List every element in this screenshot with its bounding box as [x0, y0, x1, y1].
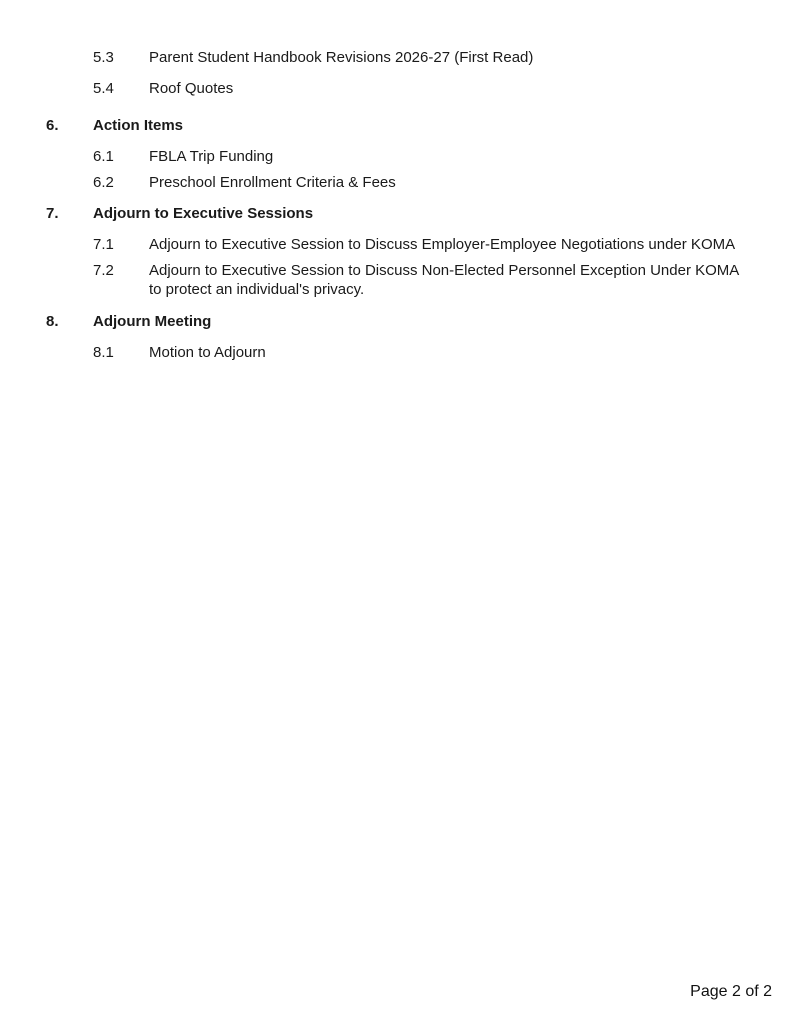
section-title: Action Items: [93, 117, 184, 134]
item-number: 5.3: [93, 49, 114, 66]
section-title: Adjourn to Executive Sessions: [93, 205, 314, 222]
item-text: Parent Student Handbook Revisions 2026-27 (First Read): [149, 49, 534, 66]
section-title: Adjourn Meeting: [93, 313, 212, 330]
item-text: Roof Quotes: [149, 80, 234, 97]
section-number: 8.: [46, 313, 59, 330]
item-number: 7.1: [93, 236, 114, 253]
section-number: 7.: [46, 205, 59, 222]
item-text: FBLA Trip Funding: [149, 148, 274, 165]
item-text: Adjourn to Executive Session to Discuss Non-Elected Personnel Exception Under KOMA to protect an individual's privacy.: [149, 262, 739, 298]
item-number: 6.1: [93, 148, 114, 165]
item-text: Adjourn to Executive Session to Discuss Employer-Employee Negotiations under KOMA: [149, 236, 736, 253]
item-number: 6.2: [93, 174, 114, 191]
item-number: 5.4: [93, 80, 114, 97]
item-number: 8.1: [93, 344, 114, 361]
section-number: 6.: [46, 117, 59, 134]
item-text: Preschool Enrollment Criteria & Fees: [149, 174, 396, 191]
item-number: 7.2: [93, 262, 114, 279]
page-number: Page 2 of 2: [690, 983, 772, 1000]
item-text: Motion to Adjourn: [149, 344, 266, 361]
